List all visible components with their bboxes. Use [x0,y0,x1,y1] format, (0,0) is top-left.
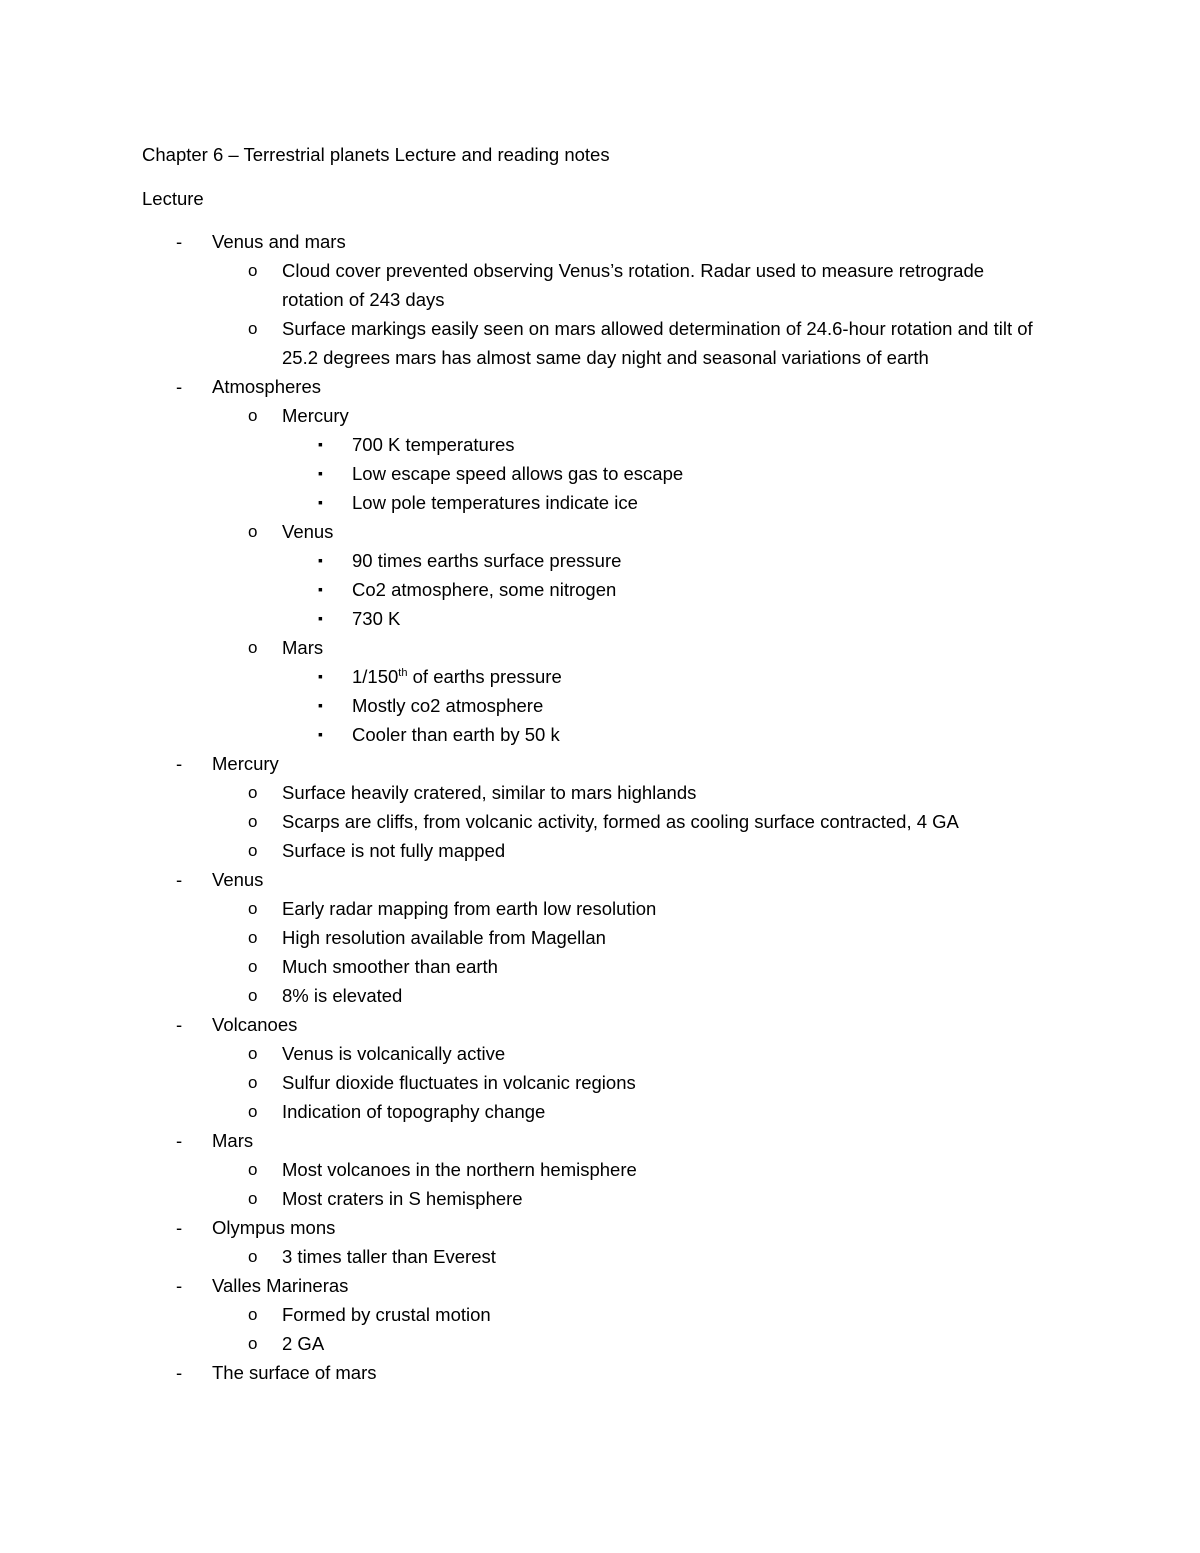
sub-item [212,778,1062,807]
sub-item-text: Most craters in S hemisphere [282,1188,523,1209]
square-bullet: ▪ [318,610,323,626]
square-bullet: ▪ [318,726,323,742]
circle-bullet: o [248,261,258,280]
sub-sub-item [282,430,1062,459]
circle-bullet: o [248,1102,258,1121]
outline-item-text: Mars [212,1130,254,1151]
sub-sub-item [282,459,1062,488]
outline-item [142,749,1062,865]
circle-bullet: o [248,841,258,860]
outline-item [142,1126,1062,1213]
sub-item [212,981,1062,1010]
circle-bullet: o [248,406,258,425]
sub-list [212,778,1062,865]
square-bullet: ▪ [318,697,323,713]
circle-bullet: o [248,928,258,947]
sub-item-text: Surface markings easily seen on mars allowed determination of 24.6-hour rotation and tilt of 25.2 degrees mars has almost same day night and seasonal variations of earth [282,318,1033,368]
circle-bullet: o [248,986,258,1005]
sub-item-text: Much smoother than earth [282,956,498,977]
sub-sub-list [282,546,1062,633]
sub-sub-item [282,662,1062,691]
sub-item [212,952,1062,981]
sub-item [212,807,1062,836]
outline-item-text: Olympus mons [212,1217,336,1238]
outline-item [142,1271,1062,1358]
sub-item [212,256,1062,314]
sub-item-text: Formed by crustal motion [282,1304,491,1325]
circle-bullet: o [248,783,258,802]
sub-sub-item-text-before: 1/150 [352,666,399,687]
outline-item [142,1358,1062,1387]
outline-item-text: Mercury [212,753,279,774]
circle-bullet: o [248,319,258,338]
sub-item [212,1155,1062,1184]
circle-bullet: o [248,1189,258,1208]
sub-sub-item-text: Co2 atmosphere, some nitrogen [352,579,617,600]
sub-list [212,1242,1062,1271]
sub-sub-item [282,604,1062,633]
sub-item [212,1300,1062,1329]
outline-item [142,865,1062,1010]
sub-item [212,894,1062,923]
sub-sub-item [282,691,1062,720]
sub-item-text: Scarps are cliffs, from volcanic activity, formed as cooling surface contracted, 4 GA [282,811,959,832]
square-bullet: ▪ [318,552,323,568]
sub-item-text: 3 times taller than Everest [282,1246,496,1267]
sub-item-text: Early radar mapping from earth low resolution [282,898,657,919]
sub-item [212,1097,1062,1126]
circle-bullet: o [248,957,258,976]
section-heading-lecture: Lecture [142,188,204,209]
outline-item-text: Atmospheres [212,376,321,397]
sub-item-text: Cloud cover prevented observing Venus’s rotation. Radar used to measure retrograde rotation of 243 days [282,260,985,310]
sub-item [212,1184,1062,1213]
circle-bullet: o [248,899,258,918]
outline-item-text: Venus and mars [212,231,346,252]
dash-bullet: - [176,231,183,252]
dash-bullet: - [176,1217,183,1238]
sub-item [212,401,1062,517]
dash-bullet: - [176,1275,183,1296]
sub-item [212,1329,1062,1358]
sub-item [212,517,1062,633]
sub-sub-item-text: Mostly co2 atmosphere [352,695,544,716]
sub-sub-item-text-after: of earths pressure [407,666,562,687]
sub-sub-item-text: Cooler than earth by 50 k [352,724,560,745]
sub-sub-list [282,662,1062,749]
document-content [142,140,1062,1387]
square-bullet: ▪ [318,465,323,481]
sub-item-text: Venus [282,521,334,542]
sub-list [212,1300,1062,1358]
sub-item [212,1039,1062,1068]
sub-item-text: High resolution available from Magellan [282,927,606,948]
outline-item-text: Venus [212,869,264,890]
outline-item [142,227,1062,372]
circle-bullet: o [248,1073,258,1092]
circle-bullet: o [248,1334,258,1353]
sub-list [212,401,1062,749]
sub-item [212,836,1062,865]
outline-item [142,1213,1062,1271]
sub-item-text: 2 GA [282,1333,325,1354]
outline-item-text: The surface of mars [212,1362,377,1383]
sub-item [212,923,1062,952]
sub-sub-item-text: Low pole temperatures indicate ice [352,492,638,513]
sub-list [212,1039,1062,1126]
sub-sub-item [282,488,1062,517]
sub-item-text: Mercury [282,405,349,426]
dash-bullet: - [176,1014,183,1035]
sub-item-text: Venus is volcanically active [282,1043,506,1064]
sub-item-text: Indication of topography change [282,1101,546,1122]
sub-sub-item-text: 90 times earths surface pressure [352,550,622,571]
dash-bullet: - [176,1130,183,1151]
sub-sub-item [282,546,1062,575]
sub-list [212,1155,1062,1213]
sub-list [212,894,1062,1010]
dash-bullet: - [176,869,183,890]
sub-list [212,256,1062,372]
outline-list [142,227,1062,1387]
sub-sub-item-text: 700 K temperatures [352,434,515,455]
sub-item-text: Mars [282,637,324,658]
sub-item [212,1242,1062,1271]
sub-item [212,633,1062,749]
sub-item-text: Most volcanoes in the northern hemisphere [282,1159,637,1180]
square-bullet: ▪ [318,668,323,684]
dash-bullet: - [176,376,183,397]
circle-bullet: o [248,1160,258,1179]
circle-bullet: o [248,1305,258,1324]
sub-sub-item [282,720,1062,749]
sub-sub-item [282,575,1062,604]
outline-item [142,1010,1062,1126]
sub-sub-item-text: Low escape speed allows gas to escape [352,463,684,484]
sub-item-text: Surface heavily cratered, similar to mars highlands [282,782,697,803]
dash-bullet: - [176,753,183,774]
sub-item-text: Sulfur dioxide fluctuates in volcanic regions [282,1072,636,1093]
circle-bullet: o [248,1247,258,1266]
sub-item [212,314,1062,372]
document-title: Chapter 6 – Terrestrial planets Lecture and reading notes [142,144,610,165]
square-bullet: ▪ [318,494,323,510]
circle-bullet: o [248,638,258,657]
dash-bullet: - [176,1362,183,1383]
superscript-ordinal: th [398,666,408,679]
circle-bullet: o [248,522,258,541]
square-bullet: ▪ [318,436,323,452]
sub-item-text: Surface is not fully mapped [282,840,506,861]
sub-item-text: 8% is elevated [282,985,403,1006]
outline-item-text: Valles Marineras [212,1275,349,1296]
sub-item [212,1068,1062,1097]
sub-sub-item-text: 730 K [352,608,401,629]
circle-bullet: o [248,1044,258,1063]
sub-sub-list [282,430,1062,517]
circle-bullet: o [248,812,258,831]
outline-item-text: Volcanoes [212,1014,298,1035]
square-bullet: ▪ [318,581,323,597]
outline-item [142,372,1062,749]
